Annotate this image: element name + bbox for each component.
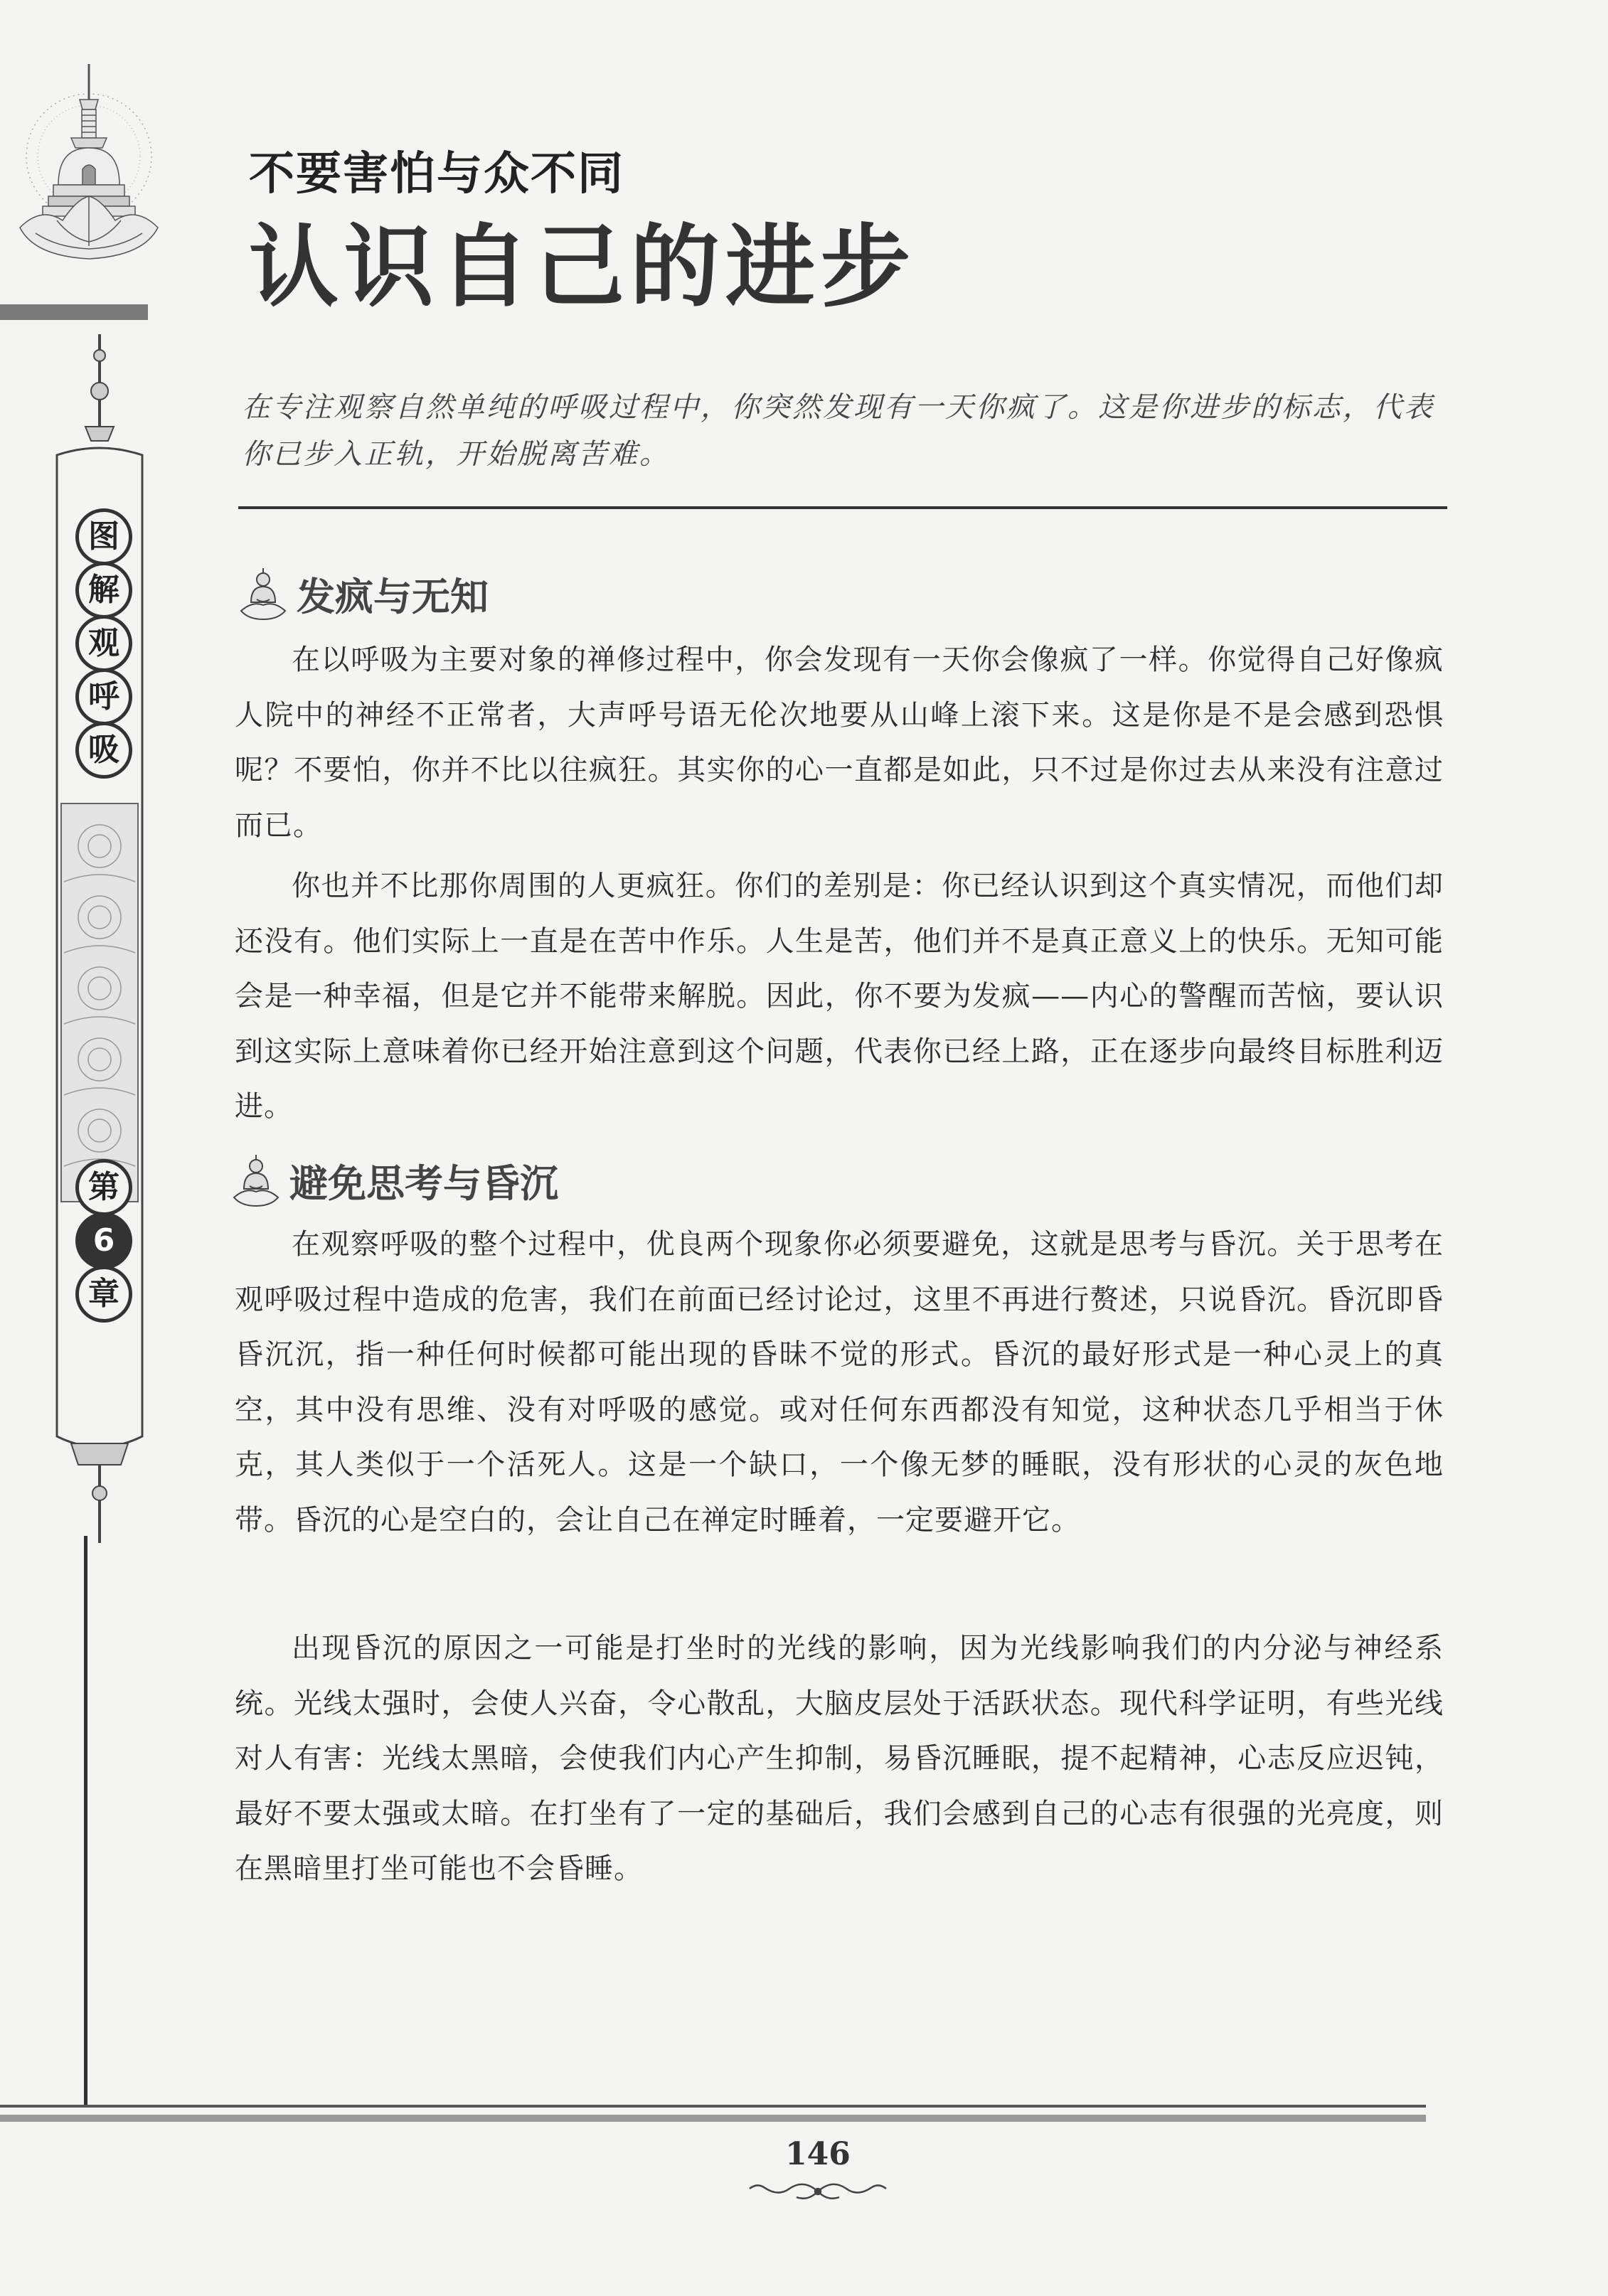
section-heading [238, 565, 489, 622]
buddha-icon [238, 565, 288, 622]
section-heading [231, 1152, 558, 1209]
stupa-lotus-illustration [14, 50, 164, 284]
footer-rule [0, 2105, 1426, 2108]
intro-text: 在专注观察自然单纯的呼吸过程中，你突然发现有一天你疯了。这是你进步的标志，代表你已步入正轨，开始脱离苦难。 [242, 391, 1434, 471]
section-heading-text: 发疯与无知 [297, 573, 489, 619]
body-paragraph: 出现昏沉的原因之一可能是打坐时的光线的影响，因为光线影响我们的内分泌与神经系统。光线太强时，会使人兴奋，令心散乱，大脑皮层处于活跃状态。现代科学证明，有些光线对人有害：光线太黑暗，会使我们内心产生抑制，易昏沉睡眠，提不起精神，心志反应迟钝，最好不要太强或太暗。在打坐有了一定的基础后，我们会感到自己的心志有很强的光亮度，则在黑暗里打坐可能也不会昏睡。 [235, 1632, 1444, 1885]
chapter-char-badge: 第 [75, 1159, 132, 1216]
buddha-icon [231, 1152, 281, 1209]
footer-flourish-ornament [747, 2176, 889, 2207]
series-char-badge: 观 [75, 615, 132, 672]
page-pretitle: 不要害怕与众不同 [249, 148, 624, 201]
chapter-number-badge: 6 [75, 1212, 132, 1269]
chapter-char-badge: 章 [75, 1266, 132, 1323]
body-paragraph: 在以呼吸为主要对象的禅修过程中，你会发现有一天你会像疯了一样。你觉得自己好像疯人院中的神经不正常者，大声呼号语无伦次地要从山峰上滚下来。这是你是不是会感到恐惧呢？不要怕，你并不比以往疯狂。其实你的心一直都是如此，只不过是你过去从来没有注意过而已。 [235, 644, 1444, 842]
body-paragraph: 在观察呼吸的整个过程中，优良两个现象你必须要避免，这就是思考与昏沉。关于思考在观呼吸过程中造成的危害，我们在前面已经讨论过，这里不再进行赘述，只说昏沉。昏沉即昏昏沉沉，指一种任何时候都可能出现的昏昧不觉的形式。昏沉的最好形式是一种心灵上的真空，其中没有思维、没有对呼吸的感觉。或对任何东西都没有知觉，这种状态几乎相当于休克，其人类似于一个活死人。这是一个缺口，一个像无梦的睡眠，没有形状的心灵的灰色地带。昏沉的心是空白的，会让自己在禅定时睡着，一定要避开它。 [235, 1228, 1444, 1537]
series-char-badge: 吸 [75, 722, 132, 779]
series-char-badge: 图 [75, 508, 132, 565]
page-title: 认识自己的进步 [249, 215, 916, 319]
page-number: 146 [785, 2136, 851, 2172]
section-heading-text: 避免思考与昏沉 [289, 1160, 558, 1206]
body-paragraph: 你也并不比那你周围的人更疯狂。你们的差别是：你已经认识到这个真实情况，而他们却还没有。他们实际上一直是在苦中作乐。人生是苦，他们并不是真正意义上的快乐。无知可能会是一种幸福，但是它并不能带来解脱。因此，你不要为发疯——内心的警醒而苦恼，要认识到这实际上意味着你已经开始注意到这个问题，代表你已经上路，正在逐步向最终目标胜利迈进。 [235, 870, 1444, 1123]
left-margin-line [84, 1536, 87, 2105]
series-char-badge: 呼 [75, 668, 132, 725]
footer-rule-thick [0, 2115, 1426, 2122]
intro-divider [238, 506, 1447, 509]
series-char-badge: 解 [75, 562, 132, 619]
header-bar [0, 304, 148, 320]
